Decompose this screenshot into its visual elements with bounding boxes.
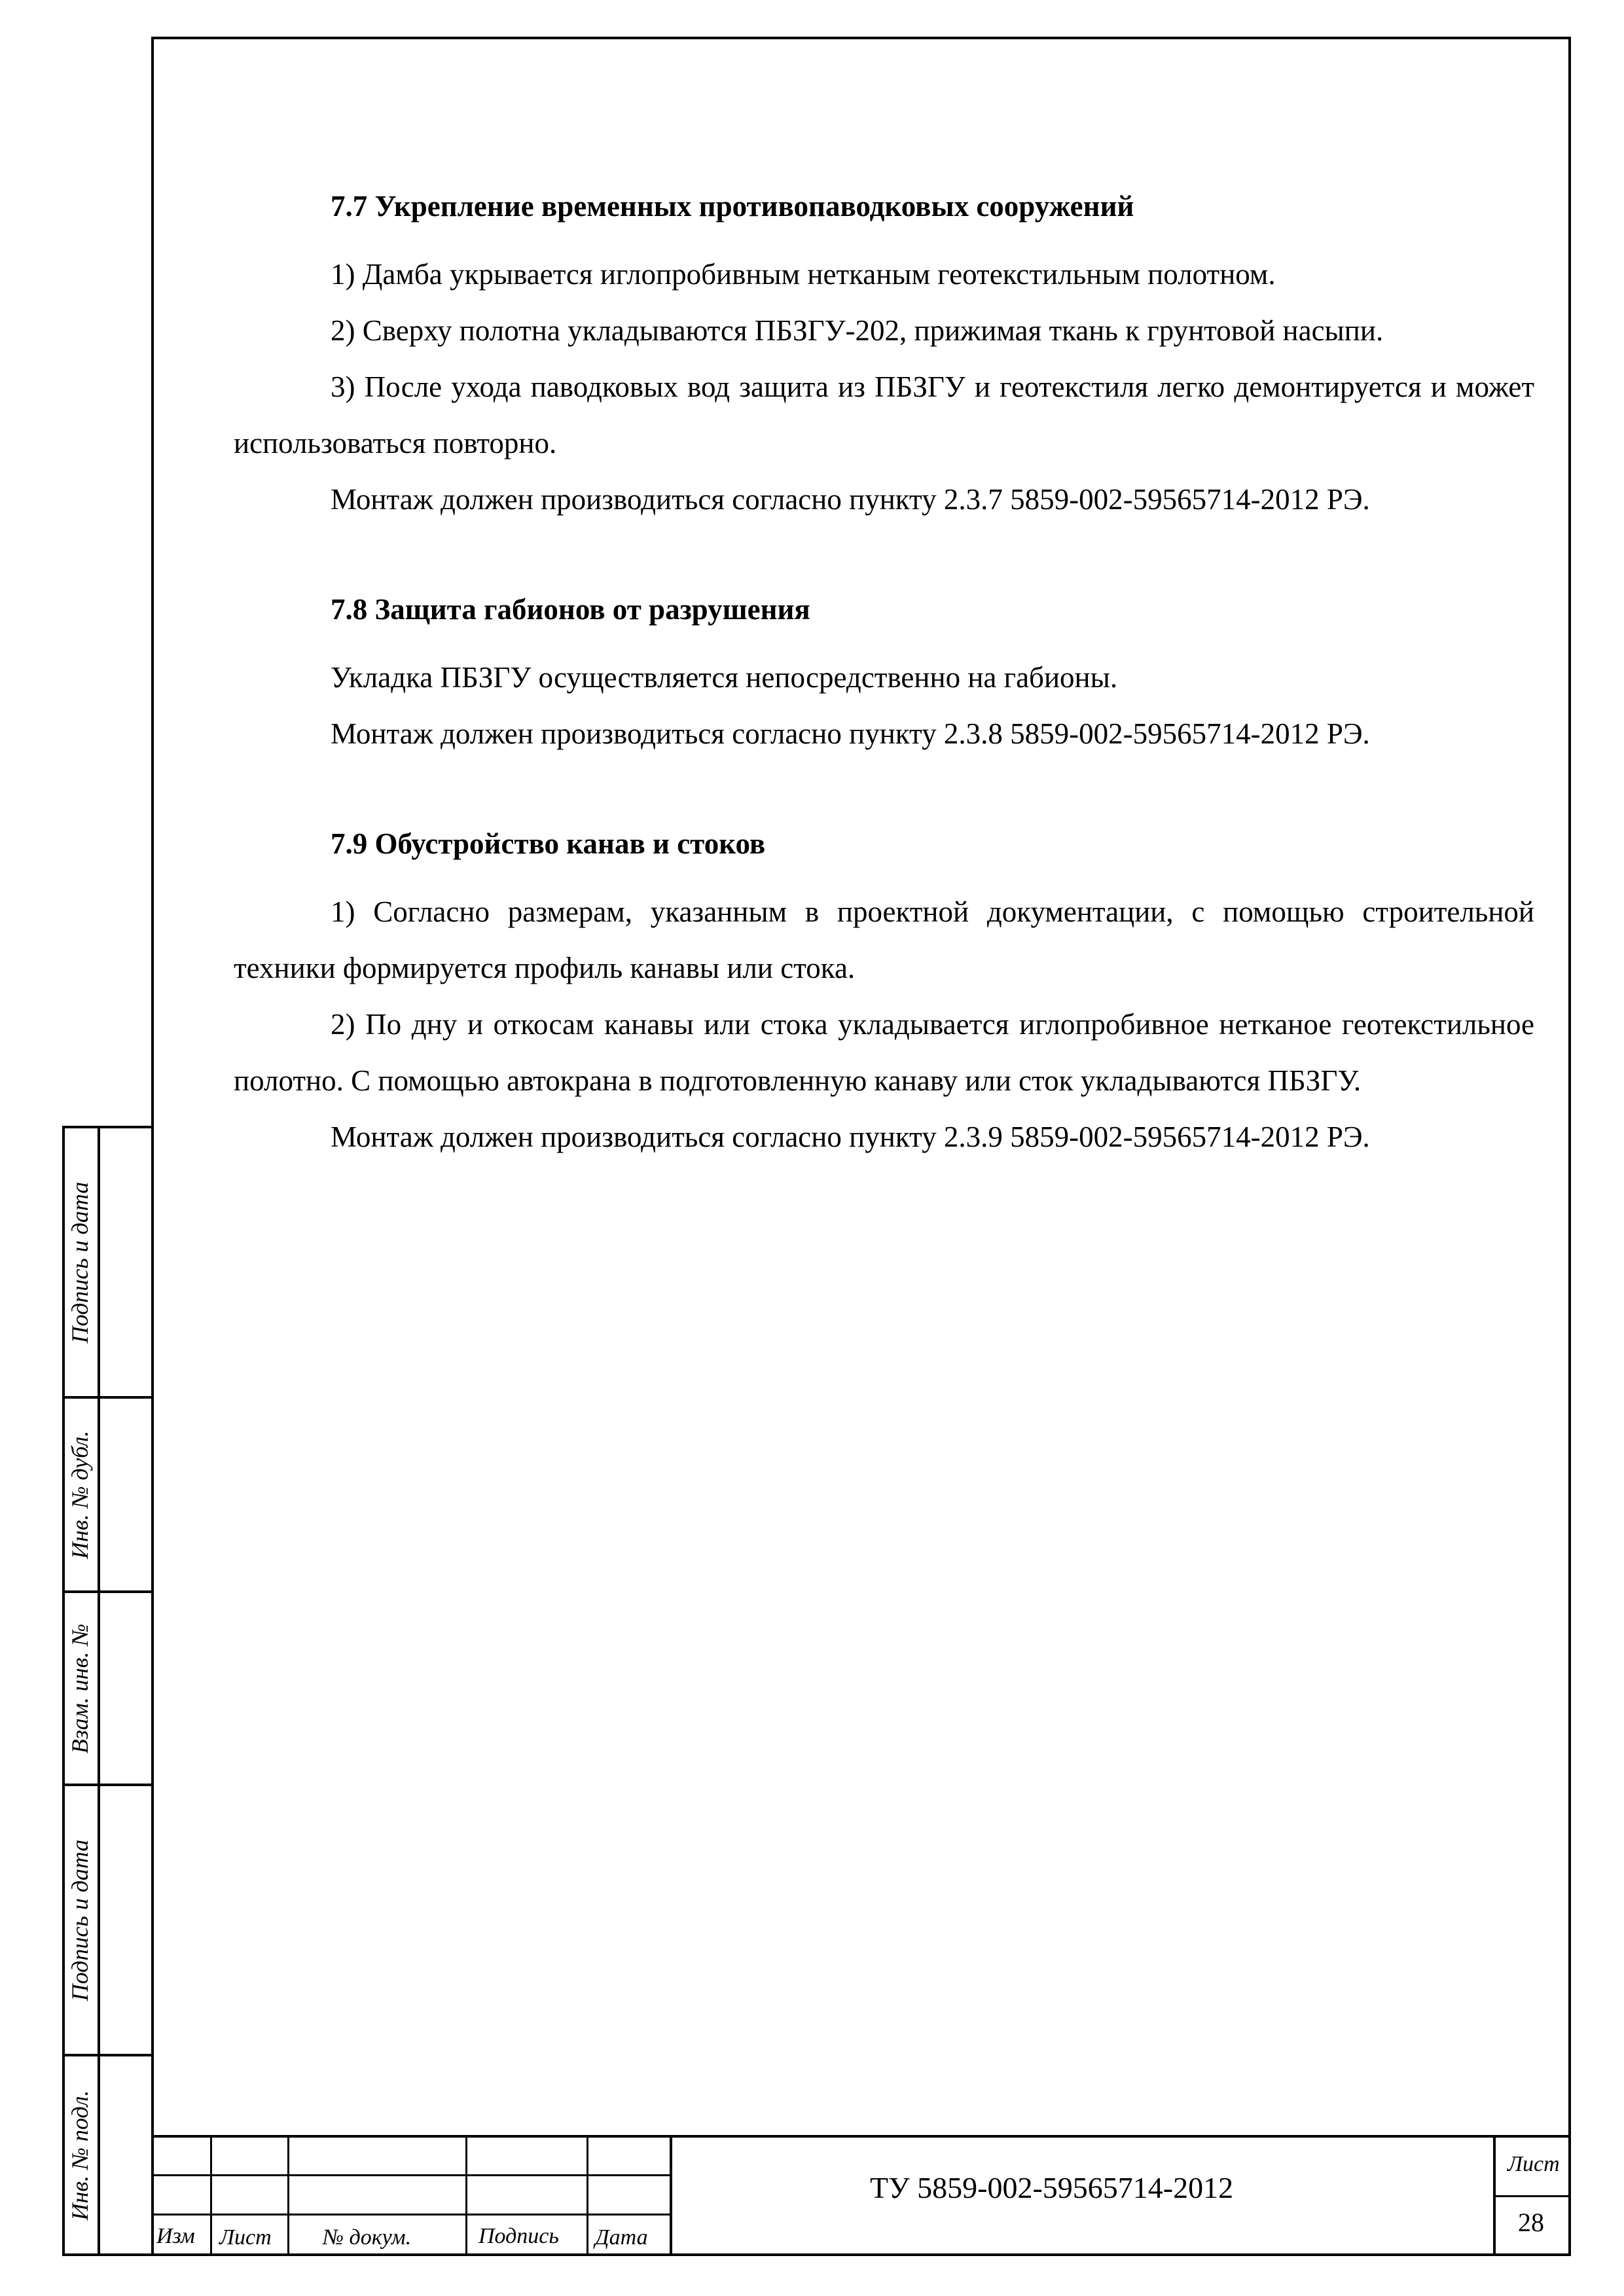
section-heading: 7.9 Обустройство канав и стоков xyxy=(331,827,766,860)
column-label-sheet: Лист xyxy=(219,2225,272,2250)
title-block xyxy=(151,2135,1571,2256)
section-7-8 xyxy=(234,593,1534,762)
side-stamp xyxy=(62,1126,154,2256)
section-heading: 7.8 Защита габионов от разрушения xyxy=(331,593,810,626)
side-stamp-label: Инв. № подл. xyxy=(67,2090,93,2220)
section-7-7 xyxy=(234,190,1534,528)
paragraph: 2) Сверху полотна укладываются ПБЗГУ-202, прижимая ткань к грунтовой насыпи. xyxy=(331,314,1384,347)
paragraph: 1) Согласно размерам, указанным в проектной документации, с помощью строительной техники формируется профиль канавы или стока. xyxy=(234,895,1534,984)
paragraph: Монтаж должен производиться согласно пункту 2.3.8 5859-002-59565714-2012 РЭ. xyxy=(331,717,1370,750)
section-7-9 xyxy=(234,827,1534,1165)
paragraph: Укладка ПБЗГУ осуществляется непосредственно на габионы. xyxy=(331,661,1118,694)
side-stamp-cell xyxy=(62,1784,154,2054)
document-body xyxy=(234,190,1534,1165)
column-label-change: Изм xyxy=(156,2224,195,2248)
column-label-signature: Подпись xyxy=(478,2224,559,2248)
side-stamp-label: Инв. № дубл. xyxy=(67,1430,93,1559)
side-stamp-label: Подпись и дата xyxy=(67,1181,93,1343)
side-stamp-cell xyxy=(62,1590,154,1784)
side-stamp-cell xyxy=(62,2054,154,2256)
sheet-number: 28 xyxy=(1518,2208,1544,2237)
column-label-document: № докум. xyxy=(323,2225,412,2250)
side-stamp-cell xyxy=(62,1396,154,1590)
side-stamp-label: Взам. инв. № xyxy=(67,1623,93,1753)
side-stamp-label: Подпись и дата xyxy=(67,1839,93,2001)
sheet-label: Лист xyxy=(1507,2152,1560,2176)
section-heading: 7.7 Укрепление временных противопаводковых сооружений xyxy=(331,190,1134,223)
column-label-date: Дата xyxy=(595,2225,648,2250)
paragraph: 1) Дамба укрывается иглопробивным нетканым геотекстильным полотном. xyxy=(331,258,1276,291)
document-code: ТУ 5859-002-59565714-2012 xyxy=(870,2171,1234,2204)
side-stamp-cell xyxy=(62,1126,154,1396)
paragraph: 2) По дну и откосам канавы или стока укладывается иглопробивное нетканое геотекстильное полотно. С помощью автокрана в подготовленную канаву или сток укладываются ПБЗГУ. xyxy=(234,1008,1534,1097)
paragraph: 3) После ухода паводковых вод защита из ПБЗГУ и геотекстиля легко демонтируется и может использоваться повторно. xyxy=(234,370,1534,459)
paragraph: Монтаж должен производиться согласно пункту 2.3.7 5859-002-59565714-2012 РЭ. xyxy=(331,483,1370,516)
paragraph: Монтаж должен производиться согласно пункту 2.3.9 5859-002-59565714-2012 РЭ. xyxy=(331,1121,1370,1153)
